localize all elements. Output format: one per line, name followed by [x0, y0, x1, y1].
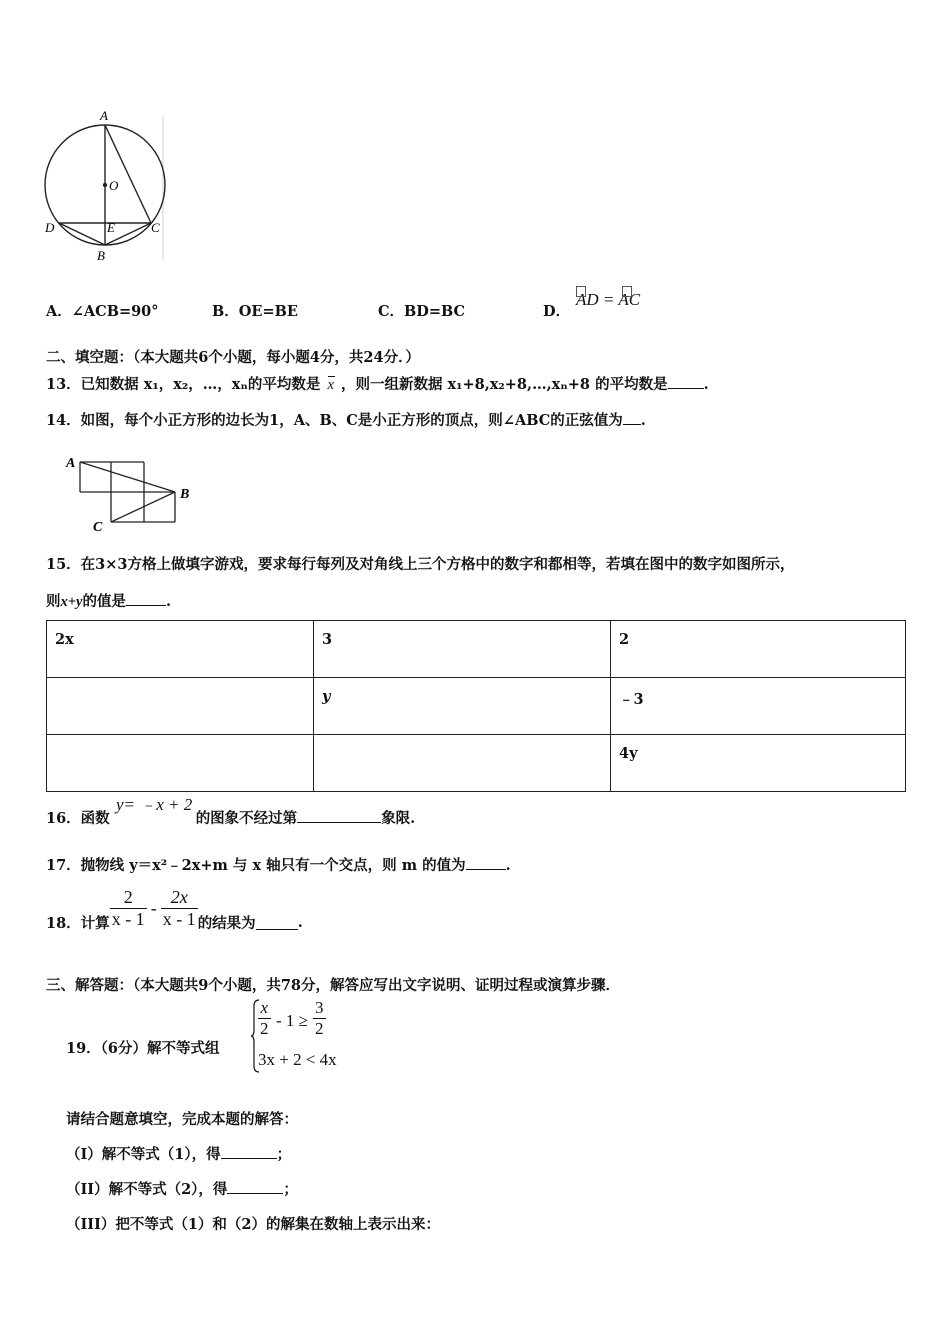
table-cell: 4y [611, 735, 906, 792]
table-cell: y [314, 678, 611, 735]
label-c: C [151, 220, 160, 235]
option-b: B．OE=BE [212, 303, 298, 320]
q14-end: . [640, 412, 646, 429]
q18-answer-blank[interactable] [256, 915, 298, 930]
label-e: E [107, 220, 115, 235]
q18-fraction-1 [110, 887, 147, 930]
q17-text: 17．抛物线 y＝x²﹣2x+m 与 x 轴只有一个交点，则 m 的值为 [46, 857, 466, 874]
mean-symbol [325, 377, 335, 394]
grid-label-b: B [180, 487, 190, 502]
q15-line1: 15．在3×3方格上做填字游戏，要求每行每列及对角线上三个方格中的数字和都相等，若填在图中的数字如图所示， [46, 556, 795, 573]
option-d-prefix: D． [543, 303, 571, 320]
q15-line2-prefix: 则 [46, 593, 61, 610]
inequality-system [250, 998, 360, 1076]
q19-part1 [66, 1143, 291, 1164]
q13-prefix: 13．已知数据 x₁，x₂，…，xₙ的平均数是 [46, 376, 321, 393]
q14-answer-blank[interactable] [623, 410, 641, 425]
fraction-numerator: x [260, 998, 269, 1017]
circle-figure [38, 108, 173, 268]
q18-prefix: 18．计算 [46, 915, 110, 932]
q19-part3: （III）把不等式（1）和（2）的解集在数轴上表示出来： [66, 1216, 441, 1233]
q18-fraction-2 [161, 887, 198, 930]
q16-middle: 的图象不经过第 [195, 810, 298, 827]
q13-answer-blank[interactable] [668, 374, 704, 389]
fraction-numerator: 3 [315, 998, 324, 1017]
q16-formula: y= ﹣x + 2 [116, 795, 193, 814]
label-o: O [109, 178, 119, 193]
part1-answer-blank[interactable] [221, 1144, 277, 1159]
q15-end: . [165, 593, 172, 610]
grid-figure [62, 452, 202, 534]
grid-label-c: C [93, 520, 103, 534]
q18 [46, 884, 303, 933]
q15-answer-blank[interactable] [126, 591, 166, 606]
q19-instruction: 请结合题意填空，完成本题的解答： [66, 1111, 298, 1128]
option-d [543, 300, 570, 321]
table-row [47, 621, 906, 678]
fraction-denominator: 2 [315, 1019, 324, 1038]
section3-heading: 三、解答题：（本大题共9个小题，共78分，解答应写出文字说明、证明过程或演算步骤． [46, 977, 621, 994]
q13-end: . [703, 376, 709, 393]
mean-symbol-x: x [327, 377, 334, 393]
q18-end: . [297, 914, 303, 931]
q19-part1-sep: ； [276, 1146, 292, 1163]
label-a: A [100, 108, 108, 123]
table-cell: ﹣3 [611, 678, 906, 735]
q19-part2 [66, 1178, 298, 1199]
segment-cb [111, 492, 175, 522]
table-cell [314, 735, 611, 792]
q17 [46, 854, 511, 875]
option-c: C．BD=BC [378, 303, 466, 320]
magic-square-table [46, 620, 906, 792]
q16-answer-blank[interactable] [297, 808, 381, 823]
arc-mark-ac [622, 286, 632, 297]
q17-answer-blank[interactable] [466, 855, 506, 870]
section2-heading: 二、填空题：（本大题共6个小题，每小题4分，共24分．） [46, 349, 420, 366]
table-cell: 2 [611, 621, 906, 678]
fraction-denominator: x - 1 [162, 909, 196, 929]
fraction-numerator: 2x [170, 887, 188, 907]
q16 [46, 807, 415, 828]
fraction-denominator: x - 1 [111, 909, 145, 929]
option-a: A．∠ACB=90° [46, 303, 159, 320]
q13-suffix: ，则一组新数据 x₁+8,x₂+8,…,xₙ+8 的平均数是 [340, 376, 668, 393]
table-cell [47, 735, 314, 792]
q16-prefix: 16．函数 [46, 810, 110, 827]
q15-expr: x+y [60, 594, 83, 610]
ineq1-right-fraction [313, 998, 326, 1039]
fraction-denominator: 2 [260, 1019, 269, 1038]
q18-suffix: 的结果为 [197, 915, 256, 932]
q14 [46, 409, 646, 430]
q19-prefix: 19．（6分）解不等式组 [66, 1040, 220, 1057]
label-d: D [45, 220, 55, 235]
q19-part2-sep: ； [283, 1181, 298, 1198]
ineq1-middle: - 1 ≥ [276, 1011, 308, 1030]
ineq1-left-fraction [258, 998, 271, 1039]
center-point [103, 183, 107, 187]
q18-minus: - [150, 898, 157, 918]
table-cell: 2x [47, 621, 314, 678]
q19-part1-text: （I）解不等式（1），得 [66, 1146, 221, 1163]
grid-label-a: A [66, 456, 76, 471]
q19-part2-text: （II）解不等式（2），得 [66, 1181, 228, 1198]
part2-answer-blank[interactable] [227, 1179, 283, 1194]
option-d-math: AD = AC [576, 290, 641, 309]
chord-db [59, 223, 105, 245]
table-row [47, 735, 906, 792]
segment-ab [80, 462, 175, 492]
q17-end: . [505, 857, 511, 874]
q14-text: 14．如图，每个小正方形的边长为1，A、B、C是小正方形的顶点，则∠ABC的正弦值为 [46, 412, 623, 429]
q16-suffix: 象限. [381, 810, 416, 827]
label-b: B [97, 248, 105, 263]
q15-line2-suffix: 的值是 [82, 593, 126, 610]
q13 [46, 373, 709, 394]
fraction-numerator: 2 [123, 887, 133, 907]
table-cell [47, 678, 314, 735]
table-row [47, 678, 906, 735]
q15-line2 [46, 590, 171, 611]
ineq2: 3x + 2 < 4x [258, 1050, 337, 1069]
arc-mark-ad [576, 286, 586, 297]
table-cell: 3 [314, 621, 611, 678]
